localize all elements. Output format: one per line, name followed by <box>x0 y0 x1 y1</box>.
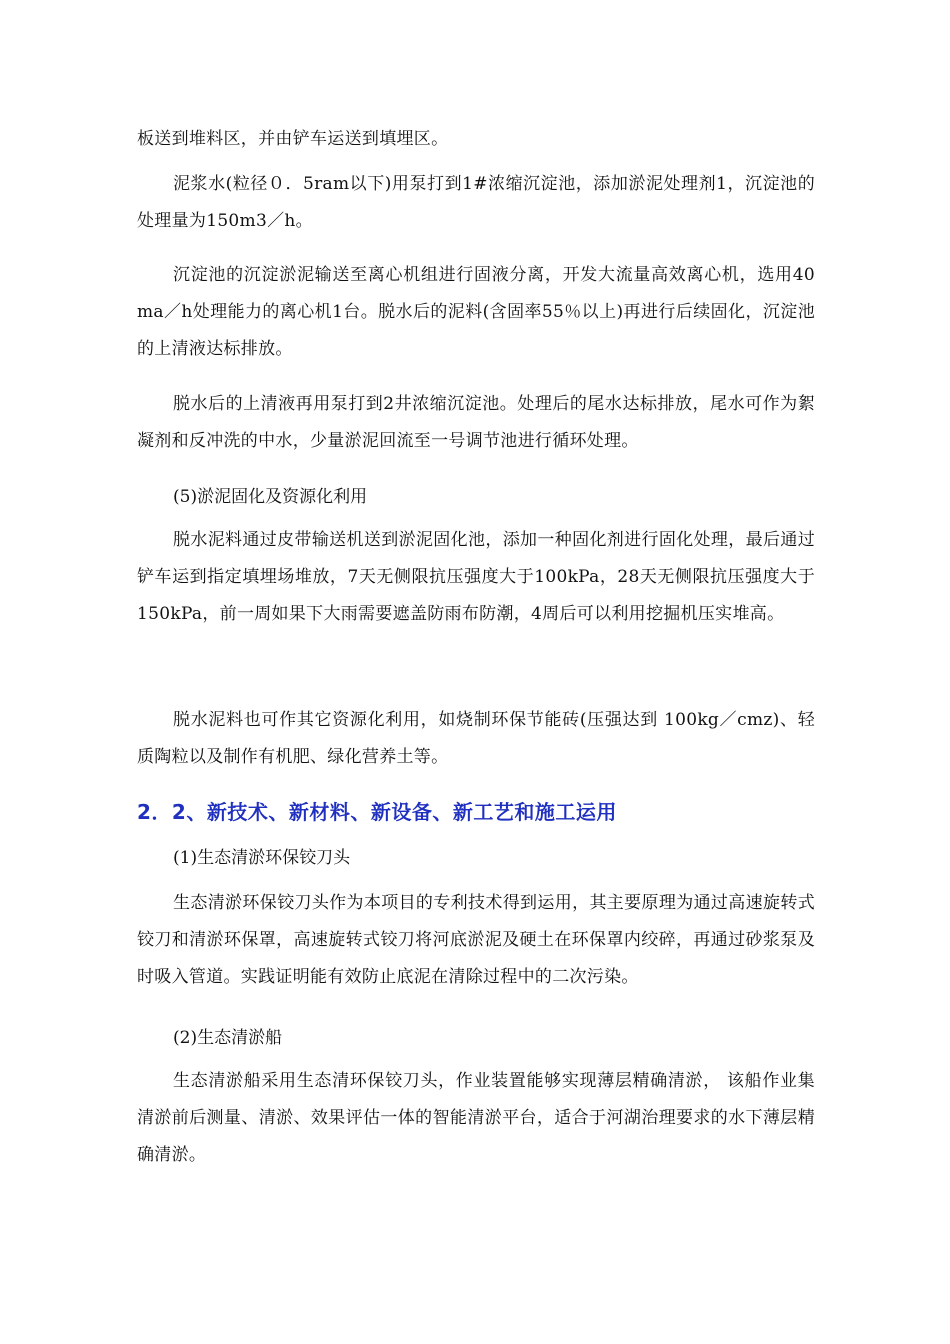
subheading-cutter-head: (1)生态清淤环保铰刀头 <box>173 848 351 868</box>
paragraph-supernatant: 脱水后的上清液再用泵打到2井浓缩沉淀池。处理后的尾水达标排放，尾水可作为絮凝剂和反冲洗的中水，少量淤泥回流至一号调节池进行循环处理。 <box>137 394 815 451</box>
paragraph-mud-water: 泥浆水(粒径０．5ram以下)用泵打到1#浓缩沉淀池，添加淤泥处理剂1，沉淀池的处理量为150m3／h。 <box>137 174 815 231</box>
paragraph-solidification: 脱水泥料通过皮带输送机送到淤泥固化池，添加一种固化剂进行固化处理，最后通过铲车运到指定填埋场堆放，7天无侧限抗压强度大于100kPa，28天无侧限抗压强度大于150kPa，前一周如果下大雨需要遮盖防雨布防潮，4周后可以利用挖掘机压实堆高。 <box>137 530 815 624</box>
paragraph-resource-use: 脱水泥料也可作其它资源化利用，如烧制环保节能砖(压强达到 100kg／cmz)、轻质陶粒以及制作有机肥、绿化营养土等。 <box>137 710 815 767</box>
paragraph-continuation: 板送到堆料区，并由铲车运送到填埋区。 <box>137 129 449 149</box>
section-heading: 2．2、新技术、新材料、新设备、新工艺和施工运用 <box>137 800 617 824</box>
paragraph-dredging-ship: 生态清淤船采用生态清环保铰刀头，作业装置能够实现薄层精确清淤， 该船作业集清淤前后测量、清淤、效果评估一体的智能清淤平台，适合于河湖治理要求的水下薄层精确清淤。 <box>137 1071 815 1165</box>
subheading-dredging-ship: (2)生态清淤船 <box>173 1028 283 1048</box>
subheading-sludge-solidification: (5)淤泥固化及资源化利用 <box>173 487 368 507</box>
paragraph-sedimentation: 沉淀池的沉淀淤泥输送至离心机组进行固液分离，开发大流量高效离心机，选用40ma／h处理能力的离心机1台。脱水后的泥料(含固率55％以上)再进行后续固化，沉淀池的上清液达标排放。 <box>137 265 815 359</box>
paragraph-cutter-head: 生态清淤环保铰刀头作为本项目的专利技术得到运用，其主要原理为通过高速旋转式铰刀和清淤环保罩，高速旋转式铰刀将河底淤泥及硬土在环保罩内绞碎，再通过砂浆泵及时吸入管道。实践证明能有效防止底泥在清除过程中的二次污染。 <box>137 893 815 987</box>
